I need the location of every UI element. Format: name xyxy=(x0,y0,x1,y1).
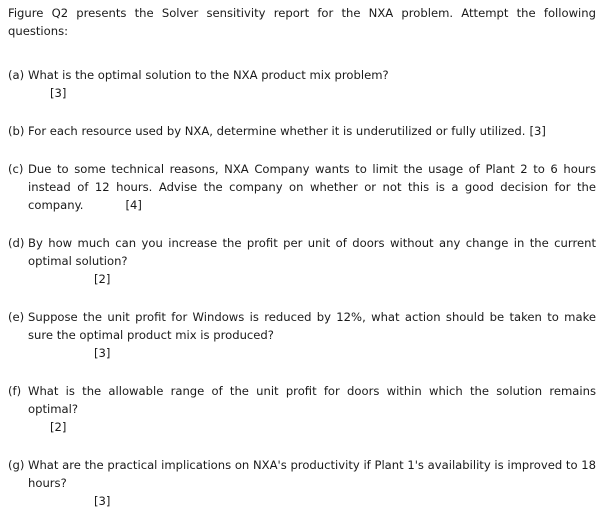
question-text: What is the allowable range of the unit profit for doors within which the solution remains optimal? xyxy=(28,384,596,416)
question-marks: [4] xyxy=(125,198,142,212)
document xyxy=(8,4,596,510)
question-letter: (e) xyxy=(8,310,25,324)
question-c xyxy=(8,160,596,214)
question-marks: [3] xyxy=(94,494,111,508)
question-marks: [3] xyxy=(50,86,67,100)
question-text: Suppose the unit profit for Windows is reduced by 12%, what action should be taken to make sure the optimal product mix is produced? xyxy=(28,310,596,342)
question-text: What is the optimal solution to the NXA product mix problem? xyxy=(28,68,389,82)
question-marks: [2] xyxy=(50,420,67,434)
intro-text: Figure Q2 presents the Solver sensitivity report for the NXA problem. Attempt the following questions: xyxy=(8,6,596,38)
question-letter: (g) xyxy=(8,458,25,472)
question-marks: [3] xyxy=(529,124,546,138)
question-b xyxy=(8,122,596,140)
question-text: Due to some technical reasons, NXA Company wants to limit the usage of Plant 2 to 6 hours instead of 12 hours. Advise the company on whether or not this is a good decision for the company. xyxy=(28,162,596,212)
question-text: By how much can you increase the profit per unit of doors without any change in the current optimal solution? xyxy=(28,236,596,268)
question-marks: [3] xyxy=(94,346,111,360)
question-marks: [2] xyxy=(94,272,111,286)
question-e xyxy=(8,308,596,362)
question-a xyxy=(8,66,596,102)
question-text: What are the practical implications on NXA's productivity if Plant 1's availability is improved to 18 hours? xyxy=(28,458,596,490)
question-text: For each resource used by NXA, determine whether it is underutilized or fully utilized. xyxy=(28,124,526,138)
question-f xyxy=(8,382,596,436)
question-letter: (c) xyxy=(8,162,24,176)
question-g xyxy=(8,456,596,510)
question-letter: (f) xyxy=(8,384,22,398)
question-letter: (d) xyxy=(8,236,25,250)
question-d xyxy=(8,234,596,288)
question-letter: (a) xyxy=(8,68,25,82)
question-letter: (b) xyxy=(8,124,25,138)
